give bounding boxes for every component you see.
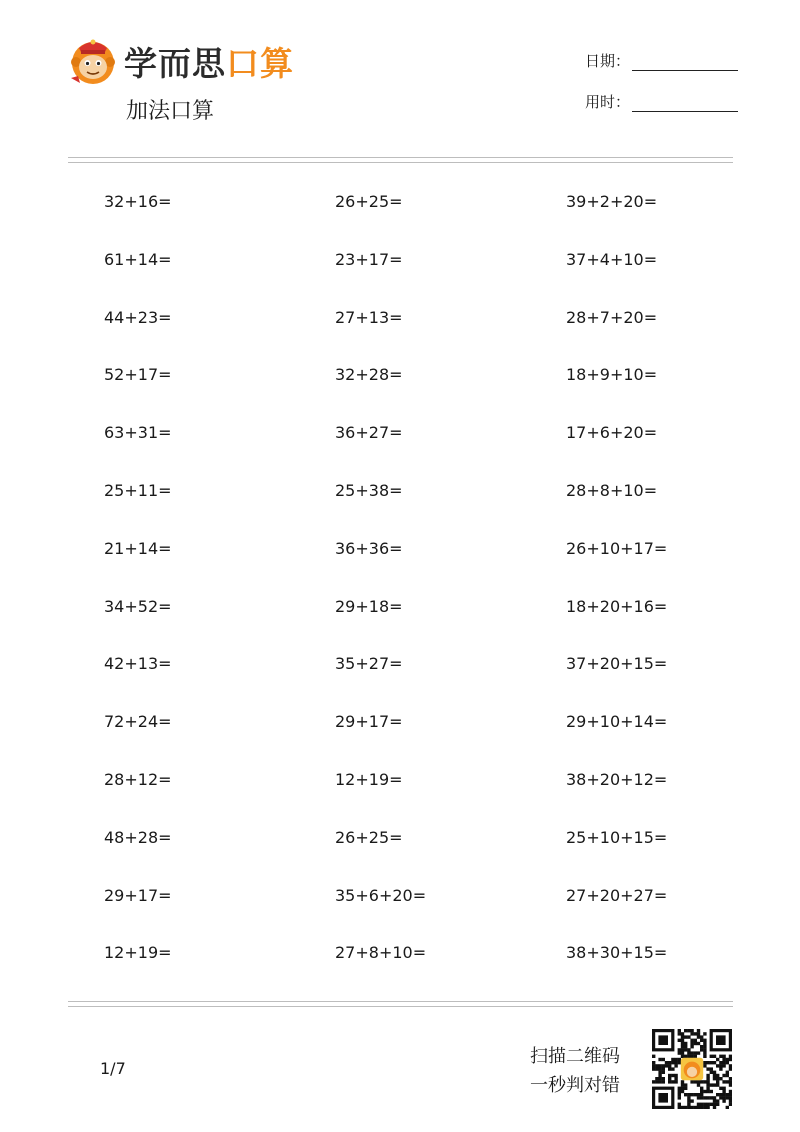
problem-row <box>104 192 744 250</box>
time-label: 用时： <box>585 93 631 111</box>
problem-item: 25+38= <box>335 480 403 500</box>
problem-row <box>104 597 744 655</box>
time-blank-line <box>632 98 738 112</box>
problem-item: 27+13= <box>335 307 403 327</box>
problem-item: 25+11= <box>104 480 172 500</box>
brand-logo <box>68 36 328 92</box>
scan-instruction <box>530 1042 620 1100</box>
monkey-mascot-icon <box>68 36 118 86</box>
problem-item: 42+13= <box>104 654 172 674</box>
problem-item: 28+8+10= <box>566 480 658 500</box>
problem-item: 32+28= <box>335 365 403 385</box>
problem-item: 26+25= <box>335 192 403 211</box>
worksheet-subtitle: 加法口算 <box>126 99 215 124</box>
problem-item: 38+20+12= <box>566 769 668 789</box>
problem-item: 37+4+10= <box>566 249 658 269</box>
problem-item: 37+20+15= <box>566 654 668 674</box>
problem-item: 26+10+17= <box>566 538 668 558</box>
problem-row <box>104 712 744 770</box>
problem-row <box>104 481 744 539</box>
header-divider <box>68 157 733 163</box>
problem-item: 25+10+15= <box>566 827 668 847</box>
brand-name-part1: 学而思 <box>124 44 226 83</box>
problem-item: 28+12= <box>104 769 172 789</box>
qr-code-icon <box>652 1029 732 1109</box>
problem-item: 39+2+20= <box>566 192 658 211</box>
brand-name <box>124 38 294 85</box>
problem-item: 27+8+10= <box>335 943 427 963</box>
problem-grid <box>104 192 744 1001</box>
problem-item: 26+25= <box>335 827 403 847</box>
problem-item: 61+14= <box>104 249 172 269</box>
problem-item: 23+17= <box>335 249 403 269</box>
problem-item: 18+20+16= <box>566 596 668 616</box>
problem-item: 12+19= <box>335 769 403 789</box>
problem-item: 17+6+20= <box>566 423 658 443</box>
problem-item: 63+31= <box>104 423 172 443</box>
problem-item: 28+7+20= <box>566 307 658 327</box>
problem-row <box>104 943 744 1001</box>
date-label: 日期： <box>585 52 631 70</box>
problem-item: 18+9+10= <box>566 365 658 385</box>
page-number: 1/7 <box>100 1059 126 1078</box>
problem-item: 52+17= <box>104 365 172 385</box>
problem-item: 36+36= <box>335 538 403 558</box>
problem-row <box>104 886 744 944</box>
worksheet-header <box>0 0 800 160</box>
problem-row <box>104 770 744 828</box>
scan-line-2: 一秒判对错 <box>530 1075 620 1096</box>
problem-item: 27+20+27= <box>566 885 668 905</box>
problem-item: 29+10+14= <box>566 712 668 732</box>
problem-item: 21+14= <box>104 538 172 558</box>
problem-item: 44+23= <box>104 307 172 327</box>
problem-row <box>104 828 744 886</box>
problem-row <box>104 250 744 308</box>
problem-item: 35+6+20= <box>335 885 427 905</box>
problem-item: 32+16= <box>104 192 172 211</box>
footer-divider <box>68 1001 733 1007</box>
date-blank-line <box>632 57 738 71</box>
problem-item: 34+52= <box>104 596 172 616</box>
brand-name-part2: 口算 <box>226 44 294 83</box>
problem-item: 48+28= <box>104 827 172 847</box>
problem-item: 29+18= <box>335 596 403 616</box>
problem-row <box>104 308 744 366</box>
time-field <box>585 91 738 112</box>
problem-item: 36+27= <box>335 423 403 443</box>
problem-item: 29+17= <box>104 885 172 905</box>
problem-item: 12+19= <box>104 943 172 963</box>
problem-row <box>104 539 744 597</box>
problem-row <box>104 423 744 481</box>
problem-item: 38+30+15= <box>566 943 668 963</box>
problem-item: 35+27= <box>335 654 403 674</box>
scan-line-1: 扫描二维码 <box>530 1046 620 1067</box>
problem-row <box>104 654 744 712</box>
problem-item: 72+24= <box>104 712 172 732</box>
date-field <box>585 50 738 71</box>
problem-row <box>104 365 744 423</box>
problem-item: 29+17= <box>335 712 403 732</box>
